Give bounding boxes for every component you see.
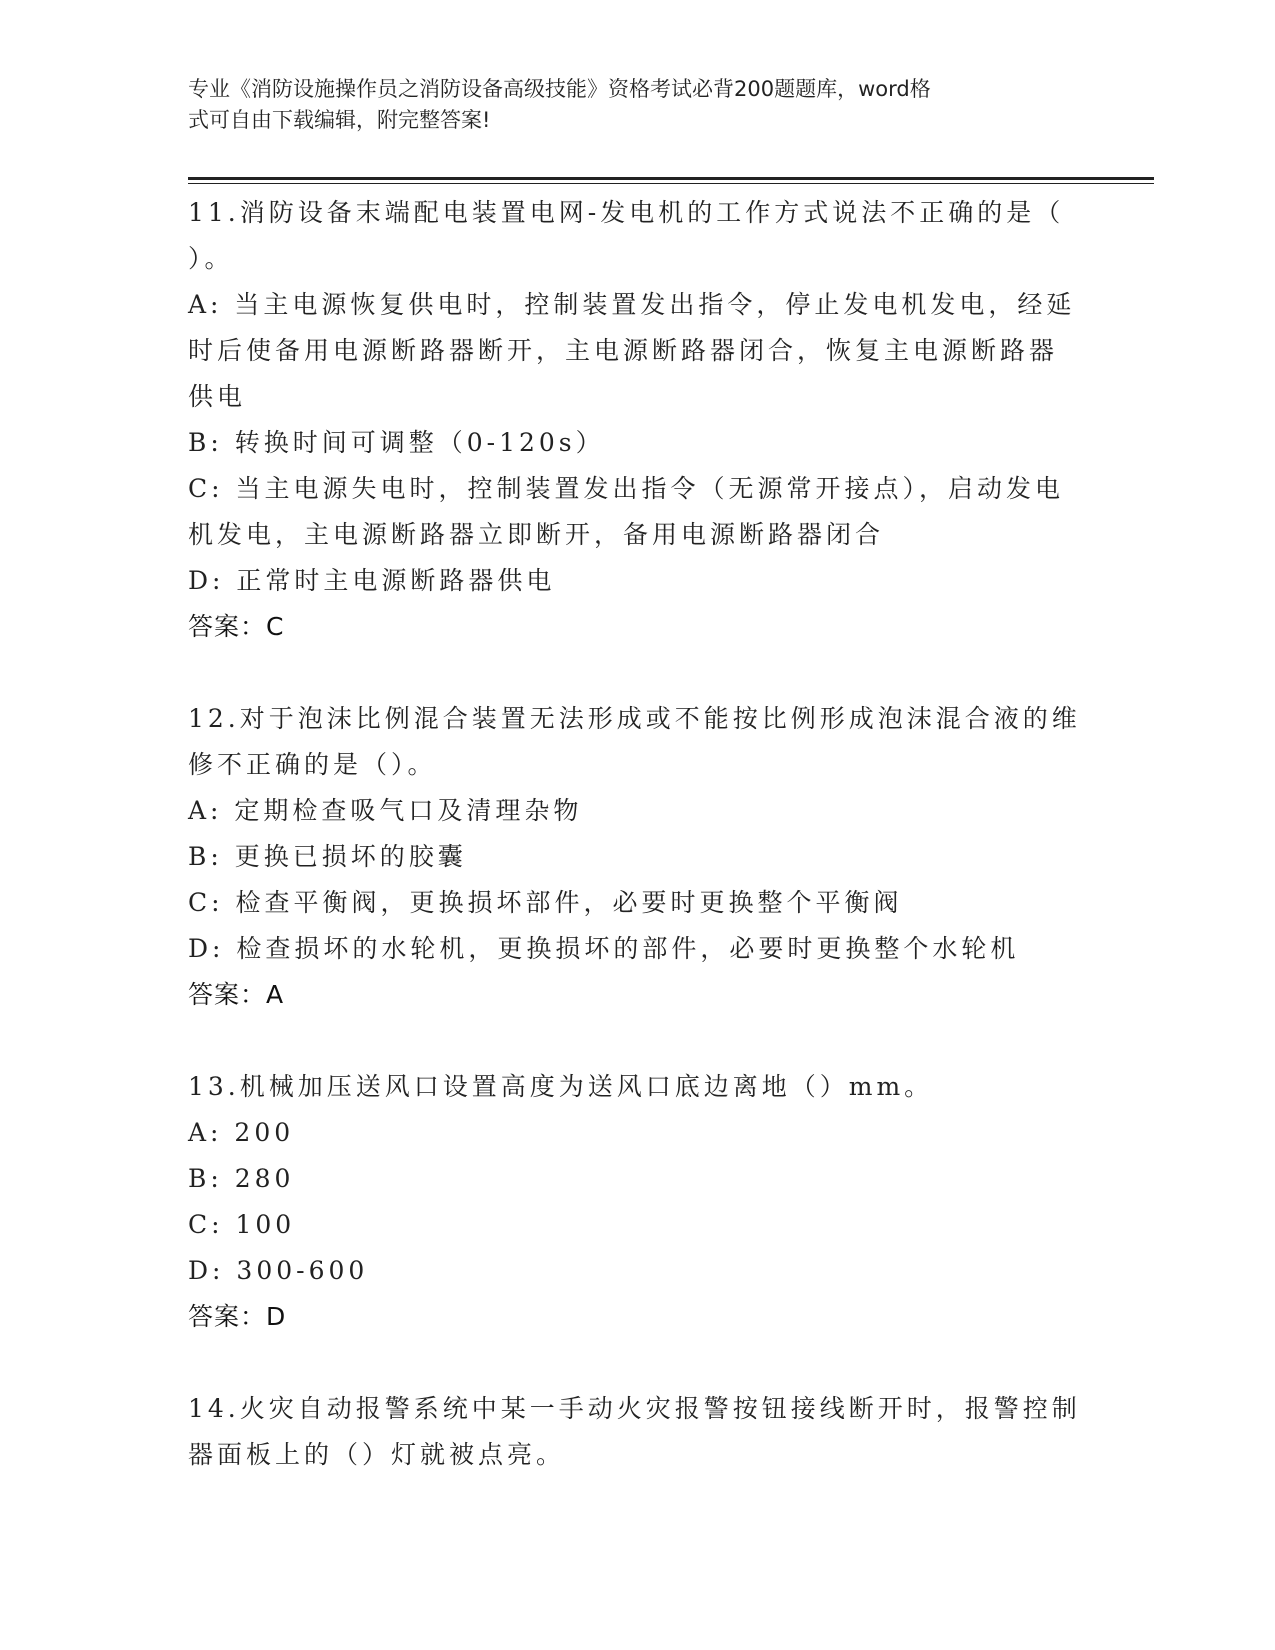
option-c: C: 当主电源失电时，控制装置发出指令（无源常开接点），启动发电 <box>188 474 1065 503</box>
option-d: D: 正常时主电源断路器供电 <box>188 566 556 595</box>
option-b: B: 280 <box>188 1164 295 1193</box>
option-a: 供电 <box>188 382 247 411</box>
question-11 <box>188 190 1078 650</box>
question-stem: 14.火灾自动报警系统中某一手动火灾报警按钮接线断开时，报警控制 <box>188 1394 1081 1423</box>
header-line-1: 专业《消防设施操作员之消防设备高级技能》资格考试必背200题题库，word格 <box>188 77 931 101</box>
question-12 <box>188 696 1081 1018</box>
question-stem: 11.消防设备末端配电装置电网-发电机的工作方式说法不正确的是（ <box>188 198 1065 227</box>
spacer <box>188 650 1078 696</box>
option-d: D: 检查损坏的水轮机，更换损坏的部件，必要时更换整个水轮机 <box>188 934 1020 963</box>
option-c: C: 检查平衡阀，更换损坏部件，必要时更换整个平衡阀 <box>188 888 903 917</box>
answer-text: 答案：C <box>188 612 285 641</box>
option-a: A: 200 <box>188 1118 295 1147</box>
question-stem: 13.机械加压送风口设置高度为送风口底边离地（）mm。 <box>188 1072 934 1101</box>
answer-text: 答案：A <box>188 980 285 1009</box>
question-13 <box>188 1064 1078 1340</box>
question-stem: ）。 <box>188 244 234 273</box>
option-a: A: 定期检查吸气口及清理杂物 <box>188 796 583 825</box>
spacer <box>188 1018 1078 1064</box>
question-stem: 12.对于泡沫比例混合装置无法形成或不能按比例形成泡沫混合液的维 <box>188 704 1081 733</box>
question-list <box>188 190 1081 1478</box>
question-stem: 修不正确的是（）。 <box>188 750 437 779</box>
header-rule-thin <box>188 183 1154 184</box>
question-stem: 器面板上的（）灯就被点亮。 <box>188 1440 566 1469</box>
option-a: A: 当主电源恢复供电时，控制装置发出指令，停止发电机发电，经延 <box>188 290 1076 319</box>
option-b: B: 更换已损坏的胶囊 <box>188 842 467 871</box>
option-d: D: 300-600 <box>188 1256 369 1285</box>
option-c: C: 100 <box>188 1210 296 1239</box>
document-header <box>188 74 1088 136</box>
spacer <box>188 1340 1078 1386</box>
header-rule-thick <box>188 177 1154 180</box>
option-a: 时后使备用电源断路器断开，主电源断路器闭合，恢复主电源断路器 <box>188 336 1059 365</box>
question-14 <box>188 1386 1081 1478</box>
header-line-2: 式可自由下载编辑，附完整答案! <box>188 108 491 132</box>
answer-text: 答案：D <box>188 1302 287 1331</box>
option-b: B: 转换时间可调整（0-120s） <box>188 428 605 457</box>
option-c: 机发电，主电源断路器立即断开，备用电源断路器闭合 <box>188 520 885 549</box>
